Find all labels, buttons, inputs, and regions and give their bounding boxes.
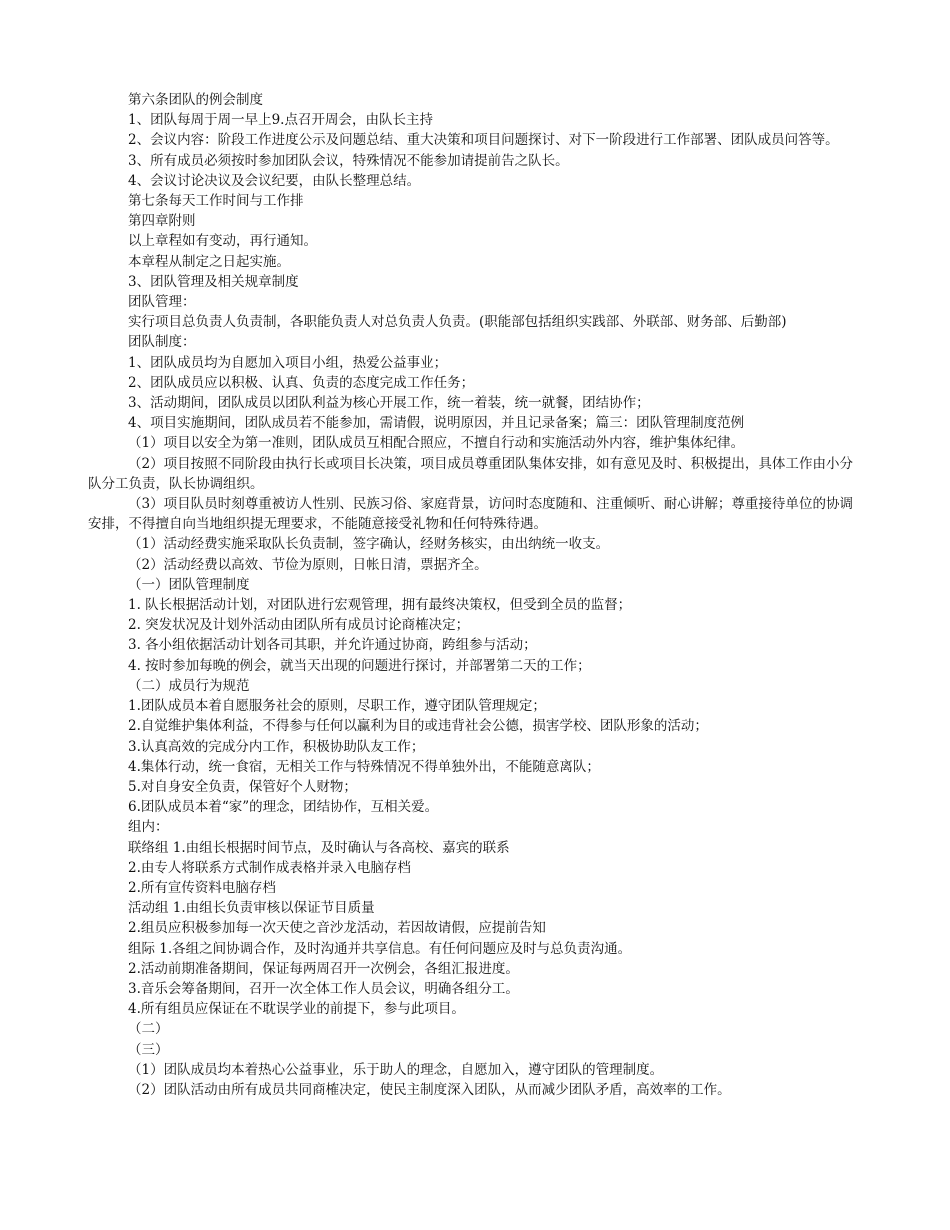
document-paragraph: （三） [128,1041,169,1058]
document-paragraph: 团队制度： [128,334,196,351]
document-paragraph: 1. 队长根据活动计划，对团队进行宏观管理，拥有最终决策权，但受到全员的监督； [128,597,632,614]
document-paragraph: 4、项目实施期间，团队成员若不能参加，需请假，说明原因，并且记录备案；篇三：团队管理制度范例 [128,415,745,432]
document-paragraph: 4、会议讨论决议及会议纪要，由队长整理总结。 [128,172,421,189]
document-paragraph: （二）成员行为规范 [128,677,250,694]
document-paragraph: 1.团队成员本着自愿服务社会的原则，尽职工作，遵守团队管理规定； [128,698,546,715]
document-paragraph: 4.集体行动，统一食宿，无相关工作与特殊情况不得单独外出，不能随意离队； [128,758,600,775]
document-paragraph: 以上章程如有变动，再行通知。 [128,233,317,250]
document-paragraph: 组际 1.各组之间协调合作，及时沟通并共享信息。有任何问题应及时与总负责沟通。 [128,940,632,957]
document-paragraph: 第四章附则 [128,213,196,230]
document-paragraph: （1）项目以安全为第一准则，团队成员互相配合照应，不擅自行动和实施活动外内容，维护集体纪律。 [128,435,745,452]
document-paragraph: 2.由专人将联系方式制作成表格并录入电脑存档 [128,859,411,876]
document-paragraph: 2.所有宣传资料电脑存档 [128,879,276,896]
document-paragraph: （1）团队成员均本着热心公益事业，乐于助人的理念，自愿加入，遵守团队的管理制度。 [128,1061,664,1078]
document-paragraph: 组内： [128,819,169,836]
document-paragraph: （2）团队活动由所有成员共同商榷决定，使民主制度深入团队，从而减少团队矛盾，高效率的工作。 [128,1081,731,1098]
document-paragraph: 2.自觉维护集体利益，不得参与任何以赢利为目的或违背社会公德，损害学校、团队形象的活动； [128,718,708,735]
document-paragraph: 2.活动前期准备期间，保证每两周召开一次例会，各组汇报进度。 [128,960,519,977]
document-paragraph: 2、团队成员应以积极、认真、负责的态度完成工作任务； [128,374,475,391]
document-paragraph: 3、团队管理及相关规章制度 [128,273,299,290]
document-paragraph: 本章程从制定之日起实施。 [128,253,290,270]
document-paragraph: 团队管理： [128,294,196,311]
document-paragraph: 第六条团队的例会制度 [128,92,263,108]
document-paragraph: 3、所有成员必须按时参加团队会议，特殊情况不能参加请提前告之队长。 [128,152,569,169]
document-paragraph: （2）活动经费以高效、节俭为原则，日帐日清，票据齐全。 [128,556,488,573]
document-paragraph: （3）项目队员时刻尊重被访人性别、民族习俗、家庭背景，访问时态度随和、注重倾听、耐心讲解；尊重接待单位的协调安排，不得擅自向当地组织提无理要求，不能随意接受礼物和任何特殊待遇。 [88,496,853,533]
document-paragraph: （2）项目按照不同阶段由执行长或项目长决策，项目成员尊重团队集体安排，如有意见及时、积极提出，具体工作由小分队分工负责，队长协调组织。 [88,455,853,492]
document-paragraph: 3. 各小组依据活动计划各司其职，并允许通过协商，跨组参与活动； [128,637,537,654]
document-paragraph: 活动组 1.由组长负责审核以保证节目质量 [128,900,375,917]
document-paragraph: 3.音乐会筹备期间，召开一次全体工作人员会议，明确各组分工。 [128,980,519,997]
document-paragraph: （二） [128,1021,169,1038]
document-paragraph: （一）团队管理制度 [128,576,250,593]
document-paragraph: 3、活动期间，团队成员以团队利益为核心开展工作，统一着装，统一就餐，团结协作； [128,395,650,412]
document-paragraph: 2. 突发状况及计划外活动由团队所有成员讨论商榷决定； [128,617,470,634]
document-paragraph: 4.所有组员应保证在不耽误学业的前提下，参与此项目。 [128,1001,465,1018]
document-paragraph: 实行项目总负责人负责制，各职能负责人对总负责人负责。(职能部包括组织实践部、外联部、财务部、后勤部) [128,314,787,331]
document-paragraph: 1、团队成员均为自愿加入项目小组，热爱公益事业； [128,354,448,371]
document-paragraph: 4. 按时参加每晚的例会，就当天出现的问题进行探讨，并部署第二天的工作； [128,657,591,674]
document-paragraph: 2、会议内容：阶段工作进度公示及问题总结、重大决策和项目问题探讨、对下一阶段进行工作部署、团队成员问答等。 [128,132,839,149]
document-paragraph: 1、团队每周于周一早上9.点召开周会，由队长主持 [128,112,433,129]
document-paragraph: 5.对自身安全负责，保管好个人财物； [128,778,357,795]
document-body [88,90,853,1100]
document-paragraph: 3.认真高效的完成分内工作，积极协助队友工作； [128,738,425,755]
document-paragraph: 第七条每天工作时间与工作排 [128,193,304,210]
document-paragraph: 联络组 1.由组长根据时间节点，及时确认与各高校、嘉宾的联系 [128,839,510,856]
document-paragraph: 6.团队成员本着“家”的理念，团结协作，互相关爱。 [128,799,439,816]
document-paragraph: （1）活动经费实施采取队长负责制，签字确认，经财务核实，由出纳统一收支。 [128,536,610,553]
document-paragraph: 2.组员应积极参加每一次天使之音沙龙活动，若因故请假，应提前告知 [128,920,546,937]
